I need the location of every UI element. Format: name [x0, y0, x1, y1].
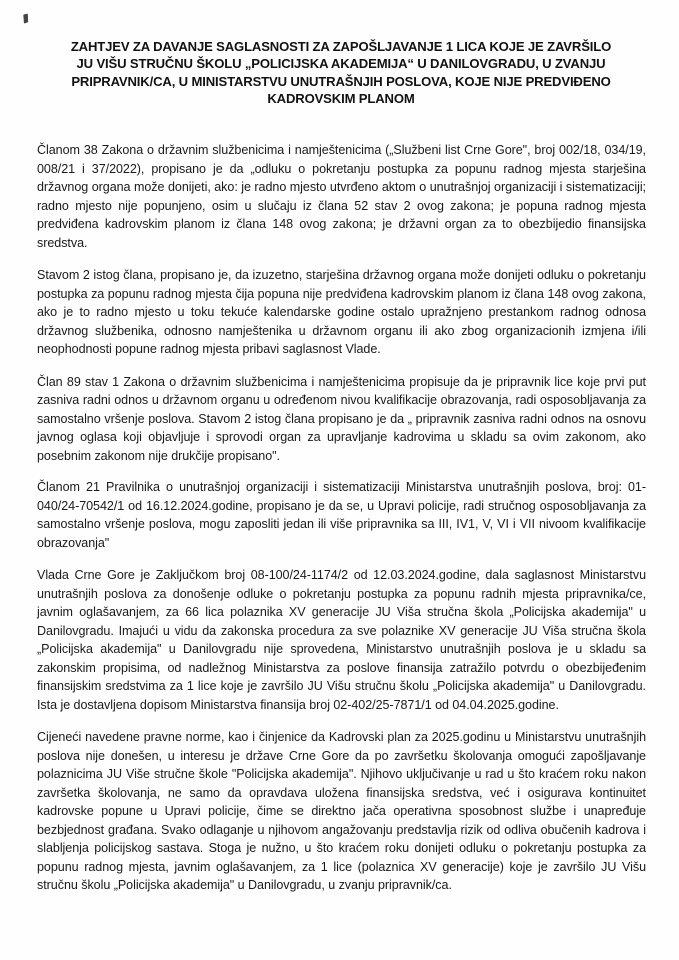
title-line-1: ZAHTJEV ZA DAVANJE SAGLASNOSTI ZA ZAPOŠLJAVANJE 1 LICA KOJE JE ZAVRŠILO — [70, 39, 612, 54]
title-line-4: KADROVSKIM PLANOM — [267, 91, 415, 107]
paragraph-government-conclusion: Vlada Crne Gore je Zaključkom broj 08-100/24-1174/2 od 12.03.2024.godine, dala saglasnost Ministarstvu unutrašnjih poslova za donošenje odluke o pokretanju postupka za popunu radnih mjesta pripravnika/ce, javnim oglašavanjem, za 66 lica polaznika XV generacije JU Viša stručna škola „Policijska akademija" u Danilovgradu. Imajući u vidu da zakonska procedura za sve polaznike XV generacije JU Viša stručna škola „Policijska akademija" u Danilovgradu nije sprovedena, Ministarstvo unutrašnjih poslova je u skladu sa zakonskim propisima, od nadležnog Ministarstva za poslove finansija zatražilo potvrdu o obezbijeđenim finansijskim sredstvima za 1 lice koje je završilo JU Višu stručnu školu „Policijska akademija" u Danilovgradu. Ista je dostavljena dopisom Ministarstva finansija broj 02-402/25-7871/1 od 04.04.2025.godine. — [37, 568, 646, 712]
paragraph-article-38: Članom 38 Zakona o državnim službenicima i namještenicima („Službeni list Crne Gore", broj 002/18, 034/19, 008/21 i 37/2022), propisano je da „odluku o pokretanju postupka za popunu radnog mjesta starješina državnog organa može donijeti, ako: je radno mjesto utvrđeno aktom o unutrašnjoj organizaciji i sistematizaciji; radno mjesto nije popunjeno, osim u slučaju iz člana 52 stav 2 ovog zakona; je popuna radnog mjesta predviđena kadrovskim planom iz člana 148 ovog zakona; je državni organ za to obezbijedio finansijska sredstva. — [37, 143, 646, 250]
paragraph-article-89: Član 89 stav 1 Zakona o državnim službenicima i namještenicima propisuje da je pripravnik lice koje prvi put zasniva radni odnos u državnom organu u određenom nivou kvalifikacije obrazovanja, radi osposobljavanja za samostalno vršenje poslova. Stavom 2 istog člana propisano je da „ pripravnik zasniva radni odnos na osnovu javnog oglasa koji objavljuje i sprovodi organ za upravljanje kadrovima u skladu sa ovim zakonom, ako posebnim zakonom nije drukčije propisano". — [37, 374, 646, 463]
title-line-2: JU VIŠU STRUČNU ŠKOLU „POLICIJSKA AKADEMIJA“ U DANILOVGRADU, U ZVANJU — [76, 56, 606, 72]
document-title — [37, 38, 645, 108]
paragraph-article-21-pravilnik: Članom 21 Pravilnika o unutrašnjoj organizaciji i sistematizaciji Ministarstva unutrašnjih poslova, broj: 01-040/24-70542/1 od 16.12.2024.godine, propisano je da se, u Upravi policije, radi stručnog osposobljavanja za samostalno vršenje poslova, mogu zaposliti jedan ili više pripravnika sa III, IV1, V, VI i VII nivoom kvalifikacije obrazovanja" — [37, 480, 646, 550]
scan-artifact-mark — [18, 12, 33, 25]
title-line-3: PRIPRAVNIK/CA, U MINISTARSTVU UNUTRAŠNJIH POSLOVA, KOJE NIJE PREDVIĐENO — [71, 73, 611, 89]
paragraph-article-38-stav-2: Stavom 2 istog člana, propisano je, da izuzetno, starješina državnog organa može donijeti odluku o pokretanju postupka za popunu radnog mjesta čija popuna nije predviđena kadrovskim planom iz člana 148 ovog zakona, ako je to radno mjesto u toku tekuće kalendarske godine ostalo upražnjeno prestankom radnog odnosa državnog službenika, odnosno namještenika u državnom organu ili ako zbog organizacionih izmjena i/ili neophodnosti popune radnog mjesta pribavi saglasnost Vlade. — [37, 268, 646, 356]
document-body — [37, 141, 646, 895]
paragraph-conclusion-rationale: Cijeneći navedene pravne norme, kao i činjenice da Kadrovski plan za 2025.godinu u Ministarstvu unutrašnjih poslova nije donešen, u interesu je države Crne Gore da po završetku školovanja omogući zapošljavanje polaznicima JU Više stručne škole "Policijska akademija". Njihovo uključivanje u rad u što kraćem roku nakon završetka školovanja, ne samo da opravdava uložena finansijska sredstva, već i osigurava kontinuitet kadrovske popune u Upravi policije, čime se direktno jača operativna sposobnost službe i unapređuje bezbjednost građana. Svako odlaganje u njihovom angažovanju predstavlja rizik od odliva obučenih kadrova i slabljenja policijskog sastava. Stoga je nužno, u što kraćem roku donijeti odluku o pokretanju postupka za popunu radnog mjesta, javnim oglašavanjem, za 1 lice (polaznica XV generacije) koje je završilo JU Višu stručnu školu „Policijska akademija" u Danilovgradu, u zvanju pripravnik/ca. — [37, 730, 646, 892]
